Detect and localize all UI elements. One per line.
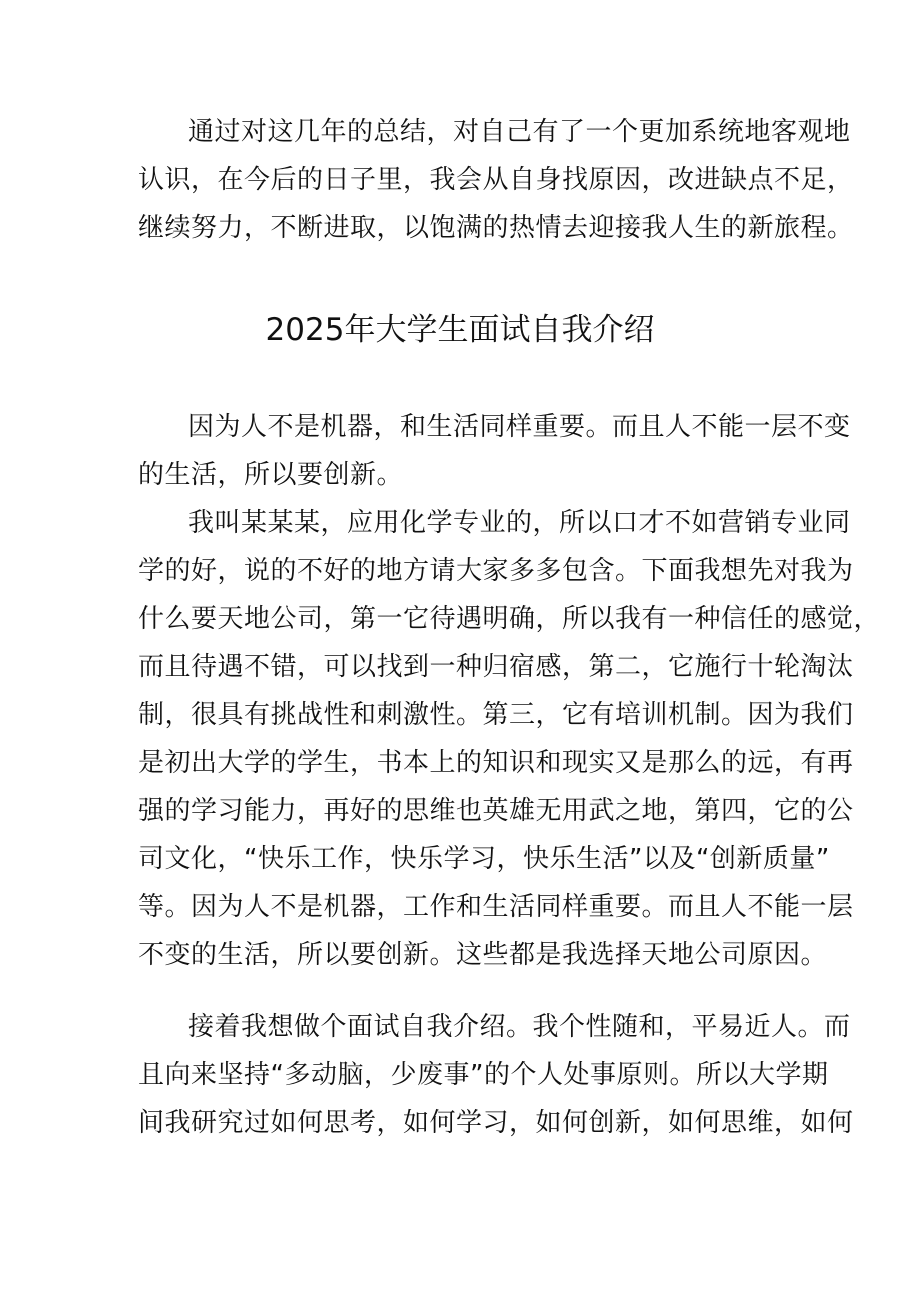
paragraph-2 [138,499,881,979]
page-title: 2025年大学生面试自我介绍 [265,312,655,348]
paragraph-line: 强的学习能力，再好的思维也英雄无用武之地，第四，它的公 [138,796,854,826]
paragraph-line: 通过对这几年的总结，对自己有了一个更加系统地客观地 [188,117,851,147]
paragraph-line: 间我研究过如何思考，如何学习，如何创新，如何思维，如何 [138,1108,854,1138]
paragraph-line: 的生活，所以要创新。 [138,460,404,490]
paragraph-line: 认识，在今后的日子里，我会从自身找原因，改进缺点不足， [138,165,854,195]
paragraph-line: 接着我想做个面试自我介绍。我个性随和，平易近人。而 [188,1012,851,1042]
paragraph-3 [138,1003,854,1147]
paragraph-line: 且向来坚持“多动脑，少废事”的个人处事原则。所以大学期 [138,1060,829,1090]
paragraph-line: 制，很具有挑战性和刺激性。第三，它有培训机制。因为我们 [138,700,854,730]
paragraph-line: 什么要天地公司，第一它待遇明确，所以我有一种信任的感觉， [138,604,881,634]
paragraph-line: 不变的生活，所以要创新。这些都是我选择天地公司原因。 [138,940,828,970]
paragraph-1 [138,403,851,499]
intro-paragraph [138,108,854,252]
paragraph-line: 学的好，说的不好的地方请大家多多包含。下面我想先对我为 [138,556,854,586]
paragraph-line: 而且待遇不错，可以找到一种归宿感，第二，它施行十轮淘汰 [138,652,854,682]
paragraph-line: 是初出大学的学生，书本上的知识和现实又是那么的远，有再 [138,748,854,778]
paragraph-line: 我叫某某某，应用化学专业的，所以口才不如营销专业同 [188,508,851,538]
paragraph-line: 继续努力，不断进取，以饱满的热情去迎接我人生的新旅程。 [138,213,854,243]
paragraph-line: 因为人不是机器，和生活同样重要。而且人不能一层不变 [188,412,851,442]
paragraph-line: 等。因为人不是机器，工作和生活同样重要。而且人不能一层 [138,892,854,922]
paragraph-line: 司文化，“快乐工作，快乐学习，快乐生活”以及“创新质量” [138,844,830,874]
